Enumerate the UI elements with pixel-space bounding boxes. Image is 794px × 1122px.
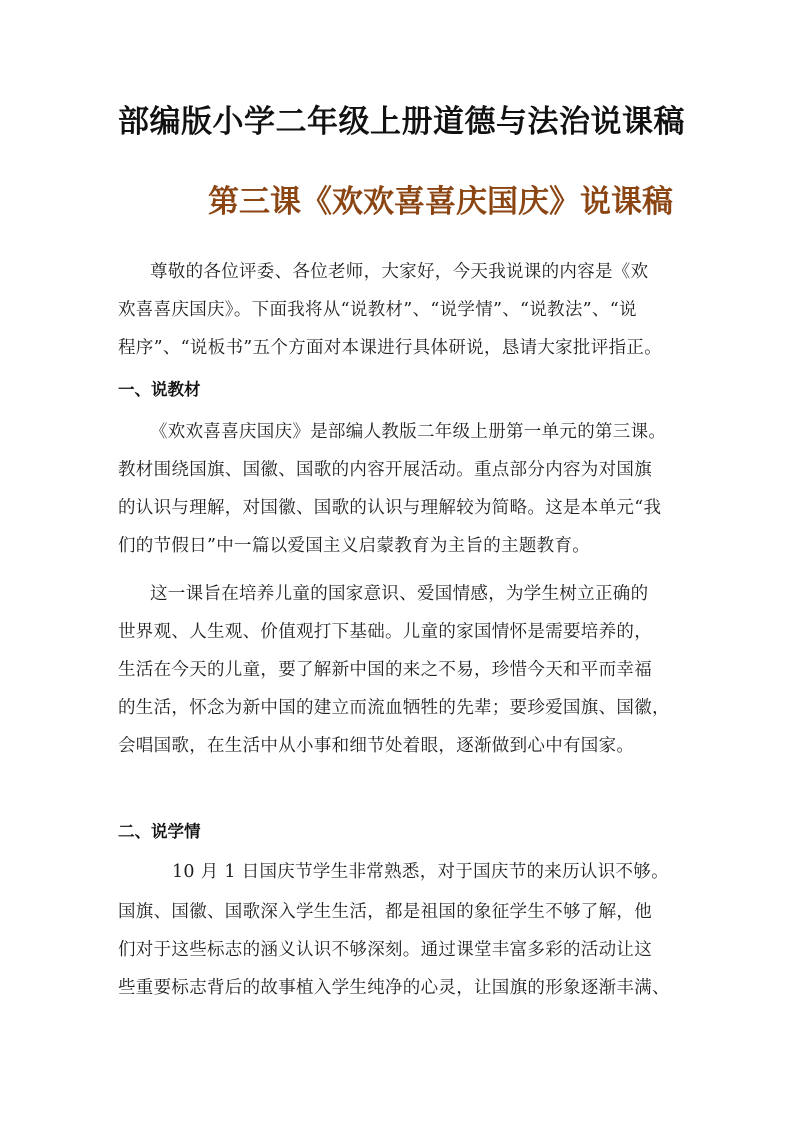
paragraph-line: 的生活，怀念为新中国的建立而流血牺牲的先辈；要珍爱国旗、国徽， [118, 698, 670, 718]
intro-line: 尊敬的各位评委、各位老师，大家好，今天我说课的内容是《欢 [150, 262, 649, 282]
paragraph-line: 们的节假日”中一篇以爱国主义启蒙教育为主旨的主题教育。 [118, 536, 591, 556]
intro-line: 程序”、“说板书”五个方面对本课进行具体研说，恳请大家批评指正。 [118, 338, 662, 358]
paragraph-line: 国旗、国徽、国歌深入学生生活，都是祖国的象征学生不够了解，他 [118, 902, 652, 922]
paragraph-line: 们对于这些标志的涵义认识不够深刻。通过课堂丰富多彩的活动让这 [118, 940, 652, 960]
document-title: 部编版小学二年级上册道德与法治说课稿 [118, 104, 685, 140]
section-heading-students: 二、说学情 [118, 822, 201, 841]
paragraph-line: 这一课旨在培养儿童的国家意识、爱国情感，为学生树立正确的 [150, 584, 649, 604]
paragraph-line: 些重要标志背后的故事植入学生纯净的心灵，让国旗的形象逐渐丰满、 [118, 978, 670, 998]
paragraph-line: 世界观、人生观、价值观打下基础。儿童的家国情怀是需要培养的， [118, 622, 652, 642]
paragraph-line: 《欢欢喜喜庆国庆》是部编人教版二年级上册第一单元的第三课。 [150, 422, 667, 442]
paragraph-line: 10 月 1 日国庆节学生非常熟悉，对于国庆节的来历认识不够。 [172, 862, 669, 882]
paragraph-line: 生活在今天的儿童，要了解新中国的来之不易，珍惜今天和平而幸福 [118, 660, 652, 680]
section-heading-textbook: 一、说教材 [118, 380, 201, 399]
paragraph-line: 教材围绕国旗、国徽、国歌的内容开展活动。重点部分内容为对国旗 [118, 460, 652, 480]
paragraph-line: 的认识与理解，对国徽、国歌的认识与理解较为简略。这是本单元“我 [118, 498, 662, 518]
intro-line: 欢喜喜庆国庆》。下面我将从“说教材”、“说学情”、“说教法”、“说 [118, 300, 637, 320]
lesson-title: 第三课《欢欢喜喜庆国庆》说课稿 [208, 184, 673, 220]
paragraph-line: 会唱国歌，在生活中从小事和细节处着眼，逐渐做到心中有国家。 [118, 736, 635, 756]
